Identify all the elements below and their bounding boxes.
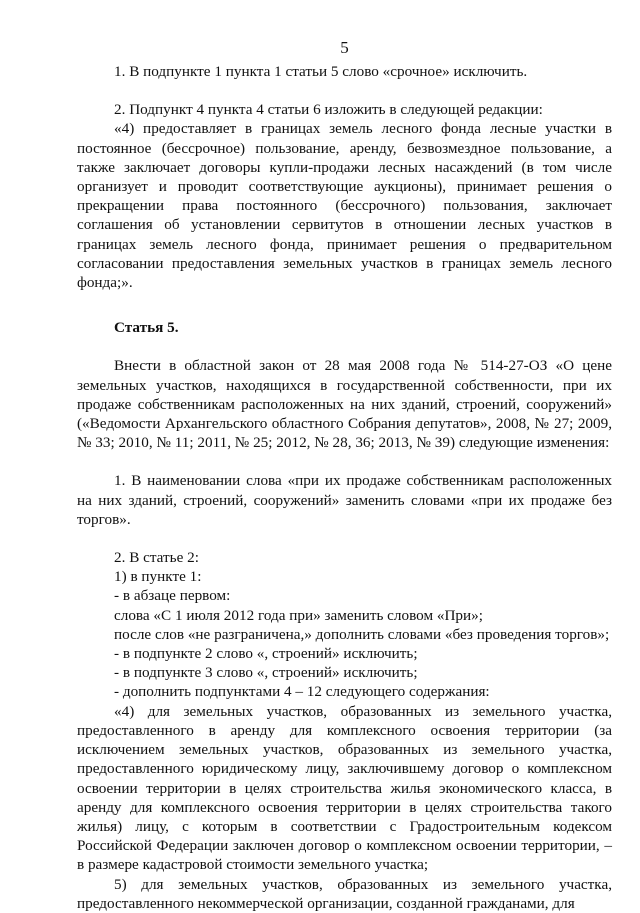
- paragraph-forest-powers: «4) предоставляет в границах земель лесного фонда лесные участки в постоянное (бессрочное) пользование, аренду, безвозмездное пользование, а также заключает договоры купли-продажи лесных насаждений (в том числе организует и проводит соответствующие аукционы), принимает решения о прекращении права постоянного (бессрочного) пользования, заключает соглашения об установлении сервитутов в отношении лесных участков в границах земель лесного фонда, принимает решения о предварительном согласовании предоставления земельных участков в границах земель лесного фонда;».: [77, 120, 612, 292]
- paragraph-add-words: после слов «не разграничена,» дополнить словами «без проведения торгов»;: [114, 625, 610, 643]
- paragraph-first-indent: - в абзаце первом:: [114, 587, 231, 605]
- article-heading: Статья 5.: [114, 319, 179, 337]
- paragraph-subpoint-3: - в подпункте 3 слово «, строений» исключить;: [114, 664, 418, 682]
- paragraph-add-subpoints: - дополнить подпунктами 4 – 12 следующего содержания:: [114, 683, 490, 701]
- paragraph-point-1: 1) в пункте 1:: [114, 568, 202, 586]
- document-body: [77, 62, 612, 913]
- paragraph-replace-words: слова «С 1 июля 2012 года при» заменить словом «При»;: [114, 606, 483, 624]
- paragraph-item-title-change: 1. В наименовании слова «при их продаже собственникам расположенных на них зданий, строений, сооружений» заменить словами «при их продаже без торгов».: [77, 472, 612, 528]
- paragraph-article-2: 2. В статье 2:: [114, 549, 199, 567]
- paragraph-subpoint-5: 5) для земельных участков, образованных из земельного участка, предоставленного некоммерческой организации, созданной гражданами, для: [77, 875, 612, 912]
- paragraph-item-2: 2. Подпункт 4 пункта 4 статьи 6 изложить в следующей редакции:: [114, 101, 543, 119]
- paragraph-subpoint-2: - в подпункте 2 слово «, строений» исключить;: [114, 645, 418, 663]
- page-number: 5: [340, 38, 349, 57]
- paragraph-subpoint-4: «4) для земельных участков, образованных из земельного участка, предоставленного в аренду для комплексного освоения территории (за исключением земельных участков, образованных из земельного участка, предоставленного юридическому лицу, заключившему договор о комплексном освоении территории в целях строительства жилья экономического класса, в аренду для комплексного освоения территории в целях строительства такого жилья) лицу, с которым в соответствии с Градостроительным кодексом Российской Федерации заключен договор о комплексном освоении территории, – в размере кадастровой стоимости земельного участка;: [77, 702, 612, 874]
- paragraph-item-1: 1. В подпункте 1 пункта 1 статьи 5 слово «срочное» исключить.: [114, 63, 528, 80]
- paragraph-amend-law: Внести в областной закон от 28 мая 2008 года № 514-27-ОЗ «О цене земельных участков, находящихся в государственной собственности, при их продаже собственникам расположенных на них зданий, строений, сооружений» («Ведомости Архангельского областного Собрания депутатов», 2008, № 27; 2009, № 33; 2010, № 11; 2011, № 25; 2012, № 28, 36; 2013, № 39) следующие изменения:: [77, 357, 612, 452]
